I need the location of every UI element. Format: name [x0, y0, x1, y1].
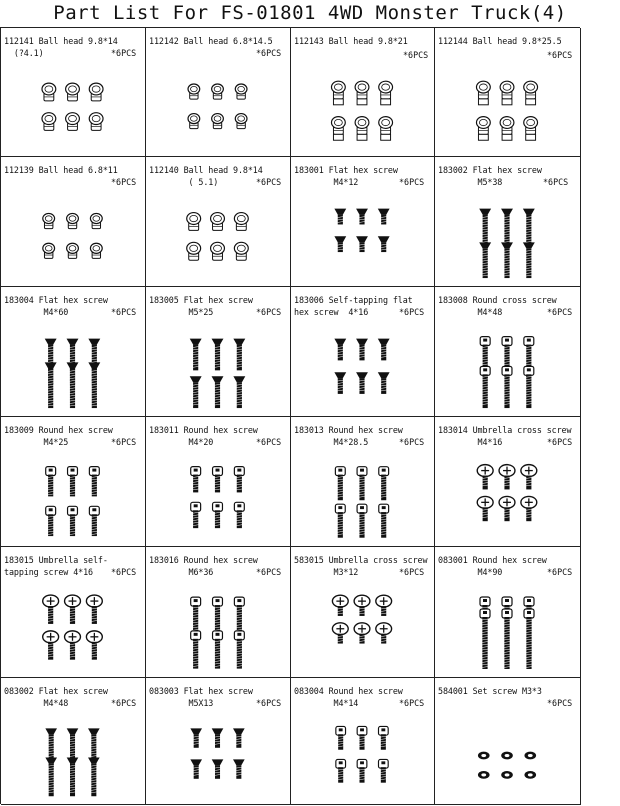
part-quantity: *6PCS [111, 437, 137, 447]
part-caption-line: M4*60 [4, 306, 69, 317]
part-cell [291, 417, 435, 547]
part-cell [146, 287, 291, 417]
part-caption-line: 183009 Round hex screw [4, 425, 113, 435]
part-cell [435, 287, 581, 417]
part-caption-line: 083004 Round hex screw [294, 686, 403, 696]
part-caption-line: M3*12 [294, 566, 359, 577]
part-caption-line: M4*28.5 [294, 436, 369, 447]
part-caption-line: 112141 Ball head 9.8*14 [4, 36, 118, 46]
part-cell [435, 678, 581, 805]
part-cell [435, 157, 581, 287]
part-cell [1, 417, 146, 547]
part-quantity: *6PCS [399, 698, 425, 708]
round-hex-screw-icon [291, 417, 434, 546]
part-cell [1, 287, 146, 417]
part-caption-line: 183015 Umbrella self- [4, 555, 108, 565]
part-quantity: *6PCS [111, 177, 137, 187]
part-caption-line: M6*36 [149, 566, 214, 577]
round-hex-screw-icon [146, 547, 290, 677]
part-cell [291, 157, 435, 287]
ball-head-icon [435, 28, 580, 156]
part-quantity: *6PCS [111, 698, 137, 708]
part-quantity: *6PCS [547, 567, 573, 577]
flat-hex-screw-icon [291, 157, 434, 286]
round-hex-screw-icon [435, 547, 580, 677]
part-quantity: *6PCS [256, 177, 282, 187]
round-hex-screw-icon [146, 417, 290, 546]
page-title: Part List For FS-01801 4WD Monster Truck(4) [53, 2, 567, 24]
ball-head-icon [291, 28, 434, 156]
part-cell [291, 287, 435, 417]
part-quantity: *6PCS [256, 567, 282, 577]
ball-head-icon [146, 157, 290, 286]
part-quantity: *6PCS [111, 48, 137, 58]
part-quantity: *6PCS [111, 307, 137, 317]
part-quantity: *6PCS [399, 567, 425, 577]
part-quantity: *6PCS [547, 437, 573, 447]
part-cell [435, 417, 581, 547]
part-caption-line: 112142 Ball head 6.8*14.5 [149, 36, 273, 46]
part-caption-line: M4*48 [438, 306, 503, 317]
part-caption-line: 183008 Round cross screw [438, 295, 557, 305]
part-caption-line: 183016 Round hex screw [149, 555, 258, 565]
part-caption-line: 083002 Flat hex screw [4, 686, 108, 696]
part-quantity: *6PCS [256, 48, 282, 58]
part-caption-line: tapping screw 4*16 [4, 566, 93, 577]
part-caption-line: 183006 Self-tapping flat [294, 295, 413, 305]
part-caption-line: M4*20 [149, 436, 214, 447]
ball-head-icon [146, 28, 290, 156]
part-cell [146, 417, 291, 547]
parts-grid [0, 27, 580, 804]
part-cell [146, 157, 291, 287]
part-caption-line: 584001 Set screw M3*3 [438, 686, 542, 696]
part-caption-line: 112144 Ball head 9.8*25.5 [438, 36, 562, 46]
self-tapping-screw-icon [291, 287, 434, 416]
part-quantity: *6PCS [547, 307, 573, 317]
round-hex-screw-icon [291, 678, 434, 804]
flat-hex-screw-icon [1, 287, 145, 416]
part-caption-line: 112143 Ball head 9.8*21 [294, 36, 408, 46]
part-caption-line: M5*25 [149, 306, 214, 317]
part-cell [291, 547, 435, 678]
part-caption-line: M4*16 [438, 436, 503, 447]
part-quantity: *6PCS [256, 437, 282, 447]
part-quantity: *6PCS [399, 177, 425, 187]
part-quantity: *6PCS [403, 50, 429, 60]
part-caption-line: M4*48 [4, 697, 69, 708]
ball-head-icon [1, 28, 145, 156]
round-cross-screw-icon [435, 287, 580, 416]
part-cell [146, 678, 291, 805]
part-quantity: *6PCS [256, 698, 282, 708]
flat-hex-screw-icon [146, 678, 290, 804]
part-caption-line: M5*38 [438, 176, 503, 187]
set-screw-icon [435, 678, 580, 804]
part-cell [146, 547, 291, 678]
part-caption-line: M4*25 [4, 436, 69, 447]
part-caption-line: 183002 Flat hex screw [438, 165, 542, 175]
round-hex-screw-icon [1, 417, 145, 546]
flat-hex-screw-icon [435, 157, 580, 286]
flat-hex-screw-icon [1, 678, 145, 804]
part-caption-line: 183011 Round hex screw [149, 425, 258, 435]
part-caption-line: 183001 Flat hex screw [294, 165, 398, 175]
part-caption-line: (?4.1) [4, 47, 44, 58]
part-caption-line: 083003 Flat hex screw [149, 686, 253, 696]
part-caption-line: 183005 Flat hex screw [149, 295, 253, 305]
part-cell [146, 28, 291, 157]
umbrella-cross-screw-icon [291, 547, 434, 677]
part-caption-line: M5X13 [149, 697, 214, 708]
part-quantity: *6PCS [547, 50, 573, 60]
part-caption-line: 583015 Umbrella cross screw [294, 555, 428, 565]
part-caption-line: ( 5.1) [149, 176, 219, 187]
part-quantity: *6PCS [543, 177, 569, 187]
umbrella-cross-screw-icon [435, 417, 580, 546]
part-quantity: *6PCS [256, 307, 282, 317]
umbrella-cross-screw-icon [1, 547, 145, 677]
part-cell [291, 28, 435, 157]
part-cell [1, 678, 146, 805]
part-quantity: *6PCS [399, 437, 425, 447]
part-caption-line: M4*12 [294, 176, 359, 187]
part-cell [291, 678, 435, 805]
part-caption-line: M4*14 [294, 697, 359, 708]
part-caption-line: hex screw 4*16 [294, 306, 369, 317]
part-quantity: *6PCS [399, 307, 425, 317]
ball-head-icon [1, 157, 145, 286]
part-caption-line: 183004 Flat hex screw [4, 295, 108, 305]
part-caption-line: 183013 Round hex screw [294, 425, 403, 435]
part-quantity: *6PCS [547, 698, 573, 708]
part-caption-line: 112139 Ball head 6.8*11 [4, 165, 118, 175]
part-caption-line: 112140 Ball head 9.8*14 [149, 165, 263, 175]
flat-hex-screw-icon [146, 287, 290, 416]
part-caption-line: 183014 Umbrella cross screw [438, 425, 572, 435]
part-cell [435, 547, 581, 678]
part-cell [1, 157, 146, 287]
part-cell [435, 28, 581, 157]
part-cell [1, 547, 146, 678]
part-caption-line: M4*90 [438, 566, 503, 577]
part-cell [1, 28, 146, 157]
part-quantity: *6PCS [111, 567, 137, 577]
part-caption-line: 083001 Round hex screw [438, 555, 547, 565]
